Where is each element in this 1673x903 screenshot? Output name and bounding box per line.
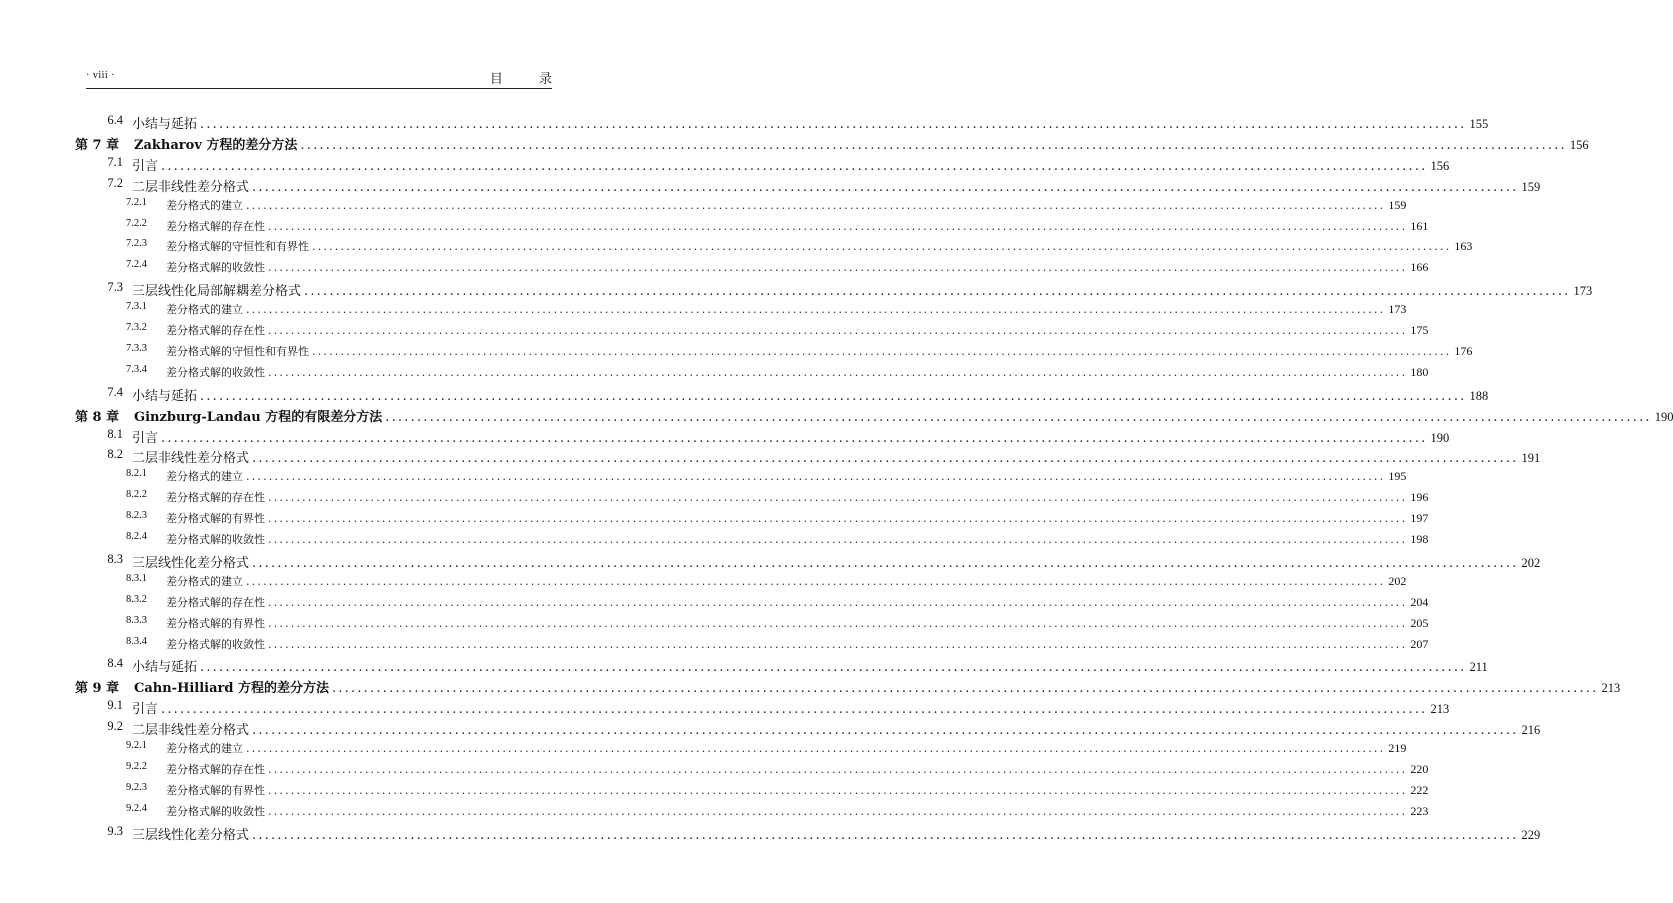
- toc-entry-title[interactable]: 二层非线性差分格式: [132, 451, 250, 467]
- toc-entry-line: [132, 698, 1450, 718]
- toc-subsection-entry[interactable]: [0, 740, 1407, 761]
- toc-subsection-entry[interactable]: [0, 802, 1429, 824]
- toc-entry-title[interactable]: 差分格式的建立: [166, 198, 243, 212]
- toc-entry-number: 9.1: [107, 698, 123, 713]
- dot-leader: ........................................................................................................................................................................................................: [304, 284, 1571, 300]
- toc-section-entry[interactable]: [0, 384, 1489, 406]
- toc-entry-line: [166, 573, 1407, 589]
- toc-subsection-entry[interactable]: [0, 342, 1473, 364]
- toc-subsection-entry[interactable]: [0, 760, 1429, 782]
- toc-section-entry[interactable]: [0, 656, 1488, 677]
- toc-entry-page[interactable]: 166: [1410, 260, 1429, 275]
- toc-entry-title[interactable]: 差分格式的建立: [166, 574, 243, 588]
- toc-entry-line: [132, 385, 1489, 404]
- toc-subsection-entry[interactable]: [0, 635, 1429, 657]
- dot-leader: ........................................................................................................................................................................................................: [161, 430, 1428, 446]
- toc-entry-line: [166, 594, 1429, 610]
- toc-entry-title[interactable]: 差分格式解的存在性: [166, 491, 265, 505]
- toc-section-entry[interactable]: [0, 154, 1450, 176]
- toc-subsection-entry[interactable]: [0, 510, 1429, 531]
- toc-entry-number: 9.2.1: [126, 740, 147, 751]
- toc-entry-line: [132, 656, 1488, 676]
- toc-entry-number: 9.2.4: [126, 802, 147, 814]
- dot-leader: ........................................................................................................................................................................................................: [252, 555, 1519, 571]
- dot-leader: ........................................................................................................................................................................................................: [385, 409, 1652, 425]
- toc-entry-title[interactable]: 差分格式解的守恒性和有界性: [166, 344, 309, 358]
- dot-leader: ........................................................................................................................................................................................................: [252, 723, 1519, 739]
- toc-entry-line: [166, 740, 1407, 756]
- toc-subsection-entry[interactable]: [0, 614, 1429, 636]
- toc-entry-page[interactable]: 220: [1410, 761, 1429, 776]
- toc-subsection-entry[interactable]: [0, 301, 1407, 322]
- dot-leader: ........................................................................................................................................................................................................: [252, 179, 1519, 195]
- toc-entry-title[interactable]: Ginzburg-Landau 方程的有限差分方法: [134, 409, 383, 425]
- toc-entry-number: 8.3.4: [126, 635, 147, 647]
- toc-entry-number: 7.4: [107, 384, 123, 399]
- toc-entry-title[interactable]: 差分格式解的有界性: [166, 783, 265, 797]
- toc-entry-title[interactable]: 差分格式的建立: [166, 470, 243, 484]
- toc-entry-page[interactable]: 190: [1430, 430, 1450, 445]
- toc-entry-page[interactable]: 223: [1410, 803, 1429, 818]
- toc-entry-line: [134, 406, 1673, 425]
- toc-subsection-entry[interactable]: [0, 238, 1473, 259]
- toc-section-entry[interactable]: [0, 426, 1450, 448]
- dot-leader: ........................................................................................................................................................................................................: [246, 198, 1386, 212]
- toc-entry-number: 8.2.4: [126, 531, 147, 542]
- toc-entry-page[interactable]: 161: [1410, 218, 1429, 233]
- toc-entry-number: 7.2.2: [126, 217, 147, 229]
- toc-entry-title[interactable]: 小结与延拓: [132, 388, 198, 404]
- toc-entry-number: 7.1: [107, 154, 123, 169]
- toc-entry-line: [166, 761, 1429, 777]
- toc-entry-page[interactable]: 163: [1454, 239, 1473, 254]
- toc-entry-title[interactable]: 引言: [132, 158, 159, 174]
- header-title: 目 录: [489, 72, 568, 87]
- toc-entry-number: 7.3.1: [126, 301, 147, 313]
- toc-entry-line: [132, 719, 1541, 739]
- toc-entry-number: 9.3: [107, 823, 123, 838]
- toc-entry-page[interactable]: 156: [1430, 158, 1450, 173]
- toc-section-entry[interactable]: [0, 113, 1489, 134]
- toc-entry-number: 7.3.3: [126, 342, 147, 354]
- toc-entry-number: 第 7 章: [75, 137, 120, 153]
- toc-subsection-entry[interactable]: [0, 217, 1429, 239]
- toc-entry-number: 8.2.1: [126, 468, 147, 480]
- toc-entry-number: 9.2.3: [126, 781, 147, 793]
- toc-section-entry[interactable]: [0, 551, 1541, 573]
- toc-entry-line: [166, 782, 1429, 798]
- toc-section-entry[interactable]: [0, 823, 1541, 845]
- dot-leader: ........................................................................................................................................................................................................: [161, 702, 1428, 718]
- toc-subsection-entry[interactable]: [0, 363, 1429, 385]
- dot-leader: ........................................................................................................................................................................................................: [312, 344, 1452, 358]
- toc-entry-number: 7.3.2: [126, 322, 147, 333]
- toc-entry-line: [132, 427, 1450, 446]
- toc-entry-number: 8.2: [107, 447, 123, 462]
- dot-leader: ........................................................................................................................................................................................................: [332, 681, 1599, 697]
- toc-entry-number: 8.2.3: [126, 510, 147, 522]
- dot-leader: ........................................................................................................................................................................................................: [268, 261, 1408, 275]
- toc-subsection-entry[interactable]: [0, 781, 1429, 803]
- toc-chapter-entry[interactable]: [0, 677, 1621, 698]
- dot-leader: ........................................................................................................................................................................................................: [268, 762, 1408, 776]
- toc-section-entry[interactable]: [0, 280, 1593, 301]
- dot-leader: ........................................................................................................................................................................................................: [268, 616, 1408, 630]
- toc-entry-title[interactable]: 三层线性化差分格式: [132, 827, 250, 843]
- toc-entry-number: 7.2.4: [126, 259, 147, 271]
- toc-entry-page[interactable]: 216: [1521, 723, 1541, 738]
- toc-entry-title[interactable]: 差分格式解的存在性: [166, 595, 265, 609]
- toc-entry-line: [166, 636, 1429, 652]
- dot-leader: ........................................................................................................................................................................................................: [268, 365, 1408, 379]
- toc-entry-page[interactable]: 173: [1388, 302, 1407, 317]
- running-header: [86, 68, 568, 89]
- toc-section-entry[interactable]: [0, 447, 1541, 468]
- toc-chapter-entry[interactable]: [0, 406, 1673, 427]
- page-number: · viii ·: [86, 70, 115, 81]
- toc-entry-page[interactable]: 175: [1410, 323, 1429, 337]
- toc-entry-line: [166, 322, 1429, 338]
- dot-leader: ........................................................................................................................................................................................................: [246, 303, 1386, 317]
- toc-entry-number: 8.3: [107, 551, 123, 566]
- toc-entry-number: 8.3.2: [126, 593, 147, 605]
- dot-leader: ........................................................................................................................................................................................................: [200, 388, 1467, 404]
- toc-entry-page[interactable]: 188: [1469, 388, 1489, 403]
- toc-entry-page[interactable]: 213: [1601, 681, 1621, 696]
- toc-entry-page[interactable]: 159: [1388, 197, 1407, 212]
- dot-leader: ........................................................................................................................................................................................................: [200, 660, 1467, 676]
- toc-entry-line: [166, 489, 1429, 505]
- toc-section-entry[interactable]: [0, 175, 1541, 197]
- toc-entry-title[interactable]: 小结与延拓: [132, 117, 198, 132]
- toc-entry-page[interactable]: 173: [1573, 284, 1593, 299]
- toc-entry-number: 7.2.1: [126, 196, 147, 208]
- toc-entry-title[interactable]: 差分格式解的存在性: [166, 219, 265, 233]
- toc-entry-title[interactable]: Cahn-Hilliard 方程的差分方法: [134, 681, 329, 697]
- toc-entry-page[interactable]: 198: [1410, 532, 1429, 546]
- toc-entry-title[interactable]: 差分格式解的存在性: [166, 762, 265, 776]
- toc-entry-number: 6.4: [107, 113, 123, 127]
- toc-entry-line: [166, 468, 1407, 484]
- toc-entry-line: [132, 113, 1489, 132]
- dot-leader: ........................................................................................................................................................................................................: [246, 470, 1386, 484]
- toc-entry-title[interactable]: 差分格式解的收敛性: [166, 261, 265, 275]
- toc-entry-line: [132, 176, 1541, 195]
- toc-entry-title[interactable]: 三层线性化局部解耦差分格式: [132, 284, 302, 300]
- toc-entry-title[interactable]: Zakharov 方程的差分方法: [134, 137, 298, 153]
- toc-entry-page[interactable]: 211: [1469, 660, 1488, 675]
- dot-leader: ........................................................................................................................................................................................................: [268, 219, 1408, 233]
- toc-entry-line: [166, 615, 1429, 631]
- toc-entry-page[interactable]: 196: [1410, 490, 1429, 505]
- toc-entry-title[interactable]: 三层线性化差分格式: [132, 555, 250, 571]
- toc-entry-page[interactable]: 205: [1410, 615, 1429, 630]
- dot-leader: ........................................................................................................................................................................................................: [268, 595, 1408, 609]
- dot-leader: ........................................................................................................................................................................................................: [252, 827, 1519, 843]
- toc-entry-title[interactable]: 差分格式解的守恒性和有界性: [166, 240, 309, 254]
- toc-entry-page[interactable]: 207: [1410, 636, 1429, 651]
- dot-leader: ........................................................................................................................................................................................................: [268, 491, 1408, 505]
- dot-leader: ........................................................................................................................................................................................................: [268, 512, 1408, 526]
- toc-entry-number: 7.2.3: [126, 238, 147, 250]
- toc-entry-title[interactable]: 差分格式解的有界性: [166, 512, 265, 526]
- dot-leader: ........................................................................................................................................................................................................: [252, 451, 1519, 467]
- toc-chapter-entry[interactable]: [0, 134, 1589, 155]
- dot-leader: ........................................................................................................................................................................................................: [246, 574, 1386, 588]
- toc-entry-line: [132, 552, 1541, 571]
- toc-entry-line: [166, 531, 1429, 547]
- toc-entry-line: [132, 280, 1593, 300]
- dot-leader: ........................................................................................................................................................................................................: [300, 137, 1567, 153]
- toc-entry-line: [166, 364, 1429, 380]
- dot-leader: ........................................................................................................................................................................................................: [268, 804, 1408, 818]
- toc-entry-title[interactable]: 引言: [132, 702, 159, 718]
- toc-entry-title[interactable]: 差分格式解的有界性: [166, 616, 265, 630]
- toc-entry-line: [134, 677, 1621, 697]
- toc-entry-title[interactable]: 差分格式解的存在性: [166, 324, 265, 337]
- toc-entry-page[interactable]: 190: [1654, 409, 1673, 424]
- toc-entry-page[interactable]: 191: [1521, 451, 1541, 466]
- toc-entry-line: [134, 134, 1589, 153]
- toc-entry-title[interactable]: 差分格式解的收敛性: [166, 365, 265, 379]
- dot-leader: ........................................................................................................................................................................................................: [200, 117, 1467, 132]
- dot-leader: ........................................................................................................................................................................................................: [246, 742, 1386, 755]
- toc-entry-title[interactable]: 小结与延拓: [132, 660, 198, 676]
- toc-entry-page[interactable]: 204: [1410, 594, 1429, 609]
- toc-entry-line: [132, 824, 1541, 843]
- toc-subsection-entry[interactable]: [0, 489, 1429, 510]
- toc-entry-number: 8.4: [107, 656, 123, 671]
- dot-leader: ........................................................................................................................................................................................................: [268, 324, 1408, 337]
- toc-entry-line: [166, 301, 1407, 317]
- toc-entry-page[interactable]: 176: [1454, 343, 1473, 358]
- toc-entry-page[interactable]: 219: [1388, 741, 1407, 755]
- toc-entry-number: 9.2: [107, 719, 123, 734]
- toc-entry-page[interactable]: 195: [1388, 469, 1407, 484]
- toc-entry-number: 8.3.1: [126, 572, 147, 584]
- toc-subsection-entry[interactable]: [0, 259, 1429, 280]
- dot-leader: ........................................................................................................................................................................................................: [312, 240, 1452, 254]
- toc-entry-number: 7.3.4: [126, 363, 147, 375]
- toc-entry-title[interactable]: 差分格式的建立: [166, 742, 243, 755]
- toc-entry-number: 8.3.3: [126, 614, 147, 626]
- toc-entry-page[interactable]: 155: [1469, 117, 1489, 131]
- toc-entry-line: [132, 155, 1450, 174]
- toc-entry-line: [166, 343, 1473, 359]
- toc-entry-line: [166, 510, 1429, 526]
- toc-entry-line: [166, 238, 1473, 254]
- toc-entry-title[interactable]: 差分格式的建立: [166, 303, 243, 317]
- toc-entry-page[interactable]: 213: [1430, 702, 1450, 717]
- toc-entry-title[interactable]: 二层非线性差分格式: [132, 179, 250, 195]
- toc-entry-title[interactable]: 差分格式解的收敛性: [166, 533, 265, 546]
- toc-entry-number: 第 9 章: [75, 681, 120, 697]
- toc-entry-line: [166, 803, 1429, 819]
- toc-subsection-entry[interactable]: [0, 572, 1407, 594]
- toc-entry-page[interactable]: 229: [1521, 827, 1541, 842]
- toc-entry-number: 7.2: [107, 175, 123, 190]
- toc-entry-page[interactable]: 222: [1410, 782, 1429, 797]
- toc-subsection-entry[interactable]: [0, 531, 1429, 552]
- toc-entry-line: [132, 447, 1541, 467]
- toc-entry-page[interactable]: 180: [1410, 364, 1429, 379]
- toc-entry-page[interactable]: 202: [1521, 555, 1541, 570]
- toc-entry-page[interactable]: 202: [1388, 573, 1407, 588]
- toc-entry-title[interactable]: 差分格式解的收敛性: [166, 804, 265, 818]
- toc-entry-line: [166, 259, 1429, 275]
- toc-subsection-entry[interactable]: [0, 322, 1429, 343]
- toc-entry-title[interactable]: 二层非线性差分格式: [132, 723, 250, 739]
- toc-subsection-entry[interactable]: [0, 196, 1407, 218]
- toc-section-entry[interactable]: [0, 698, 1450, 719]
- toc-entry-title[interactable]: 引言: [132, 430, 159, 446]
- dot-leader: ........................................................................................................................................................................................................: [161, 158, 1428, 174]
- dot-leader: ........................................................................................................................................................................................................: [268, 783, 1408, 797]
- toc-subsection-entry[interactable]: [0, 468, 1407, 489]
- toc-entry-number: 第 8 章: [75, 409, 120, 425]
- toc-entry-page[interactable]: 159: [1521, 179, 1541, 194]
- toc-section-entry[interactable]: [0, 719, 1541, 740]
- toc-entry-line: [166, 197, 1407, 213]
- toc-entry-number: 9.2.2: [126, 760, 147, 772]
- toc-entry-number: 8.2.2: [126, 489, 147, 501]
- toc-entry-page[interactable]: 156: [1569, 137, 1589, 152]
- toc-entry-title[interactable]: 差分格式解的收敛性: [166, 637, 265, 651]
- toc-entry-number: 8.1: [107, 426, 123, 441]
- dot-leader: ........................................................................................................................................................................................................: [268, 533, 1408, 546]
- toc-subsection-entry[interactable]: [0, 593, 1429, 615]
- toc-entry-number: 7.3: [107, 280, 123, 295]
- dot-leader: ........................................................................................................................................................................................................: [268, 637, 1408, 651]
- toc-entry-page[interactable]: 197: [1410, 511, 1429, 526]
- toc-entry-line: [166, 218, 1429, 234]
